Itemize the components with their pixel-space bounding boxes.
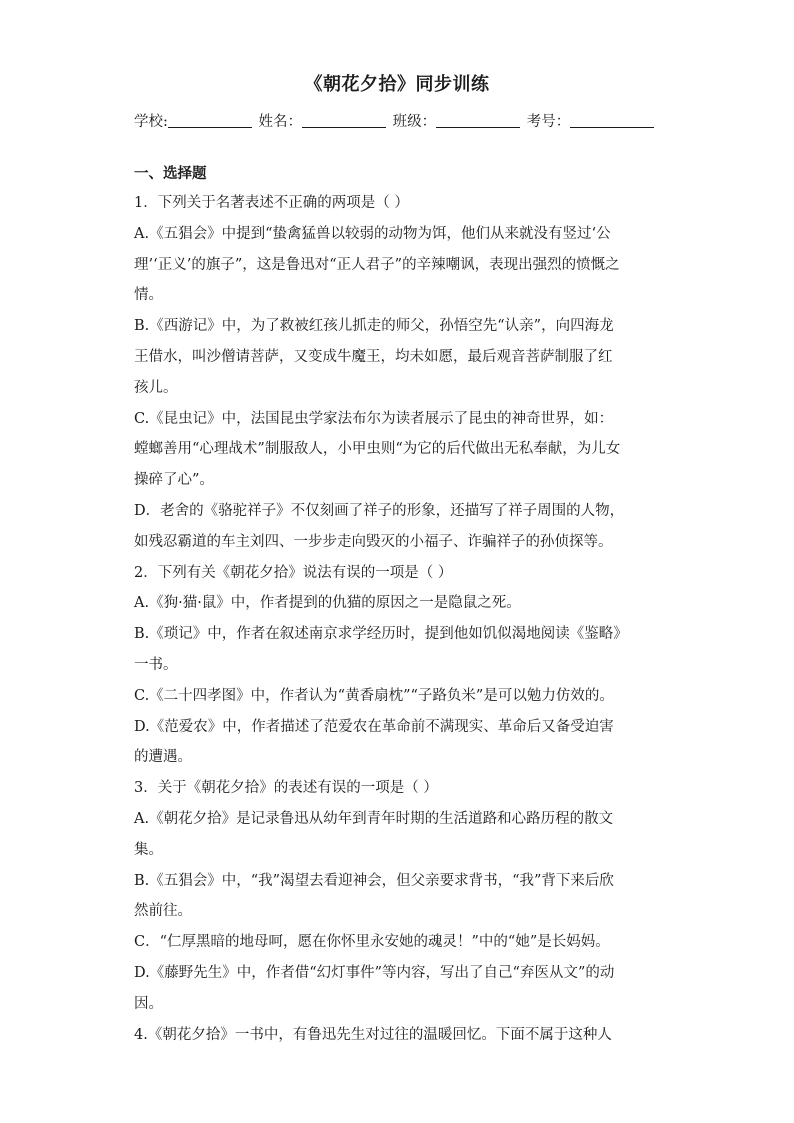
text-line: 情。	[134, 287, 163, 304]
name-blank	[302, 113, 386, 128]
text-line: 然前往。	[134, 903, 192, 920]
text-line: 3．关于《朝花夕拾》的表述有误的一项是（ ）	[134, 780, 438, 797]
text-line: 2．下列有关《朝花夕拾》说法有误的一项是（ ）	[134, 564, 453, 581]
exam-number-label: 考号：	[526, 114, 571, 130]
text-line: 一书。	[134, 656, 178, 673]
text-line: 如残忍霸道的车主刘四、一步步走向毁灭的小福子、诈骗祥子的孙侦探等。	[134, 533, 613, 550]
question-body	[134, 188, 664, 1050]
text-line: B.《琐记》中，作者在叙述南京求学经历时，提到他如饥似渴地阅读《鉴略》	[134, 626, 628, 643]
text-line: C．“仁厚黑暗的地母呵，愿在你怀里永安她的魂灵！”中的“她”是长妈妈。	[134, 934, 610, 951]
text-line: 1．下列关于名著表述不正确的两项是（ ）	[134, 195, 409, 211]
class-blank	[436, 113, 520, 128]
text-line: 操碎了心”。	[134, 472, 214, 489]
text-line: B.《五猖会》中，“我”渴望去看迎神会，但父亲要求背书，“我”背下来后欣	[134, 872, 614, 889]
text-line: 王借水，叫沙僧请菩萨，又变成牛魔王，均未如愿，最后观音菩萨制服了红	[134, 348, 613, 365]
text-line: D．老舍的《骆驼祥子》不仅刻画了祥子的形象，还描写了祥子周围的人物，	[134, 502, 625, 519]
school-label: 学校:	[134, 114, 168, 130]
text-line: 因。	[134, 995, 163, 1012]
text-line: A.《五猖会》中提到“蛰禽猛兽以较弱的动物为饵，他们从来就没有竖过‘公	[134, 225, 611, 242]
text-line: 理’‘正义’的旗子”，这是鲁迅对“正人君子”的辛辣嘲讽，表现出强烈的愤慨之	[134, 256, 620, 273]
school-blank	[168, 113, 252, 128]
student-info-row	[134, 110, 656, 131]
text-line: B.《西游记》中，为了救被红孩儿抓走的师父，孙悟空先“认亲”，向四海龙	[134, 318, 614, 335]
text-line: C.《二十四孝图》中，作者认为“黄香扇枕”“子路负米”是可以勉力仿效的。	[134, 687, 614, 704]
page-title: 《朝花夕拾》同步训练	[304, 74, 490, 95]
text-line: 集。	[134, 841, 163, 858]
section-heading: 一、选择题	[134, 166, 207, 182]
text-line: 4.《朝花夕拾》一书中，有鲁迅先生对过往的温暖回忆。下面不属于这种人	[134, 1026, 612, 1043]
text-line: A.《朝花夕拾》是记录鲁迅从幼年到青年时期的生活道路和心路历程的散文	[134, 810, 614, 827]
text-line: 的遭遇。	[134, 749, 192, 766]
text-line: C.《昆虫记》中，法国昆虫学家法布尔为读者展示了昆虫的神奇世界，如：	[134, 410, 614, 427]
text-line: A.《狗·猫·鼠》中，作者提到的仇猫的原因之一是隐鼠之死。	[134, 595, 521, 612]
text-line: D.《范爱农》中，作者描述了范爱农在革命前不满现实、革命后又备受迫害	[134, 718, 614, 735]
class-label: 班级：	[392, 114, 437, 130]
text-line: 螳螂善用“心理战术”制服敌人，小甲虫则“为它的后代做出无私奉献，为儿女	[134, 441, 621, 458]
text-line: 孩儿。	[134, 379, 178, 396]
text-line: D.《藤野先生》中，作者借“幻灯事件”等内容，写出了自己“弃医从文”的动	[134, 964, 615, 981]
name-label: 姓名：	[258, 114, 302, 130]
exam-number-blank	[570, 113, 654, 128]
